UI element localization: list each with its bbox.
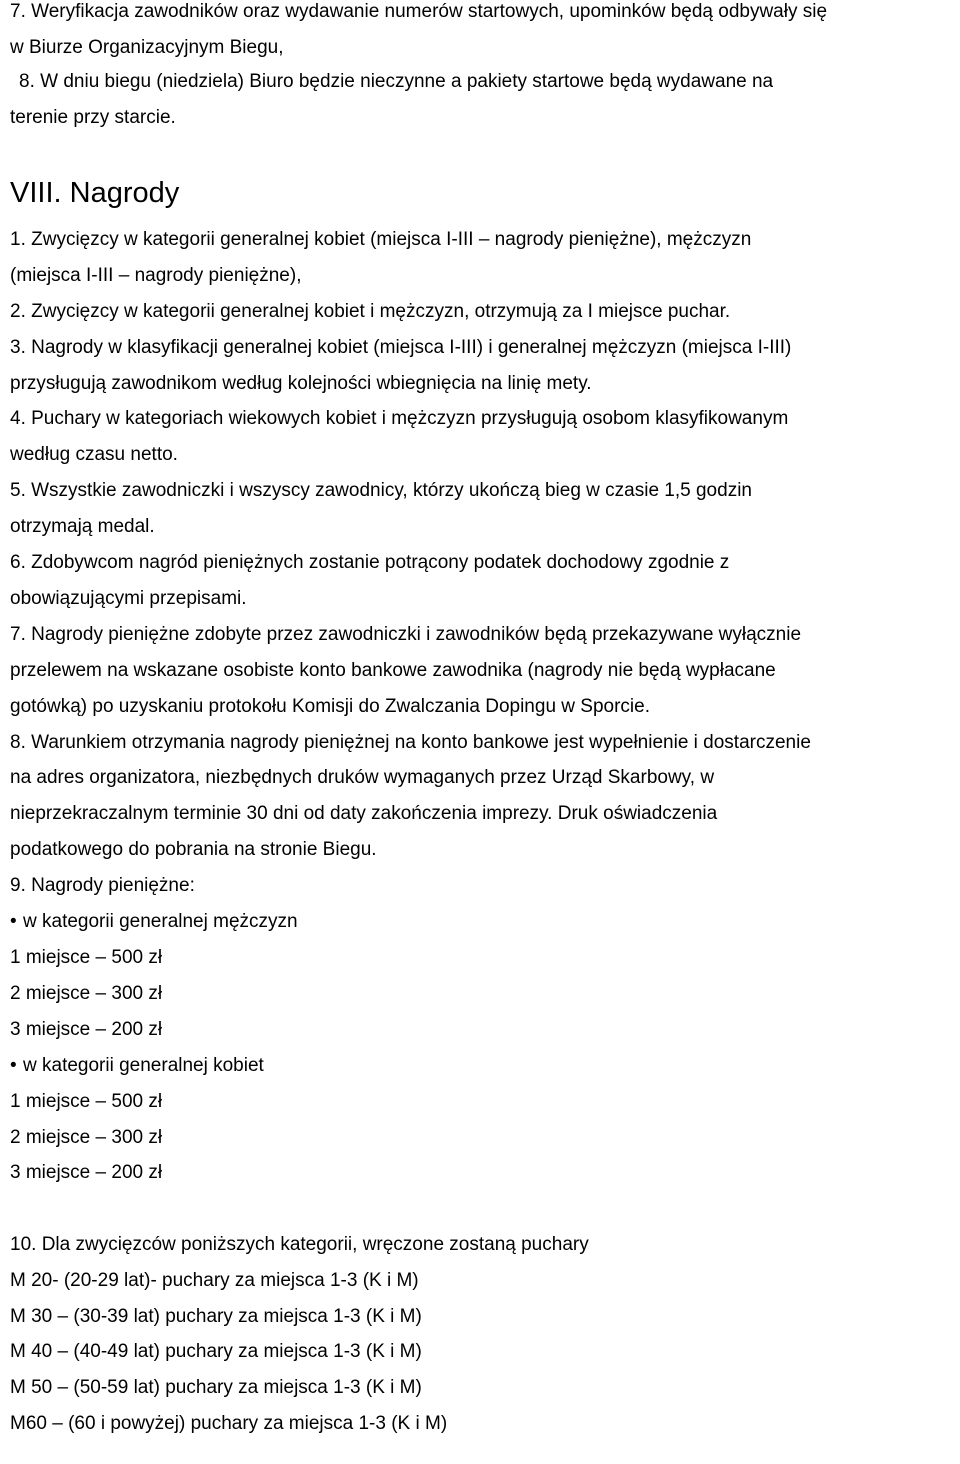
cups-line: M60 – (60 i powyżej) puchary za miejsca 1-3 (K i M)	[10, 1413, 448, 1434]
body-line: 3. Nagrody w klasyfikacji generalnej kobiet (miejsca I-III) i generalnej mężczyzn (miejsca I-III)	[10, 337, 792, 358]
intro-line: 7. Weryfikacja zawodników oraz wydawanie numerów startowych, upominków będą odbywały się	[10, 1, 828, 22]
prize-place: 1 miejsce – 500 zł	[10, 1091, 163, 1112]
section-heading: VIII. Nagrody	[10, 177, 180, 209]
body-line: przelewem na wskazane osobiste konto bankowe zawodnika (nagrody nie będą wypłacane	[10, 660, 776, 681]
body-line: 9. Nagrody pieniężne:	[10, 875, 195, 896]
body-line: obowiązującymi przepisami.	[10, 588, 247, 609]
body-line: 7. Nagrody pieniężne zdobyte przez zawodniczki i zawodników będą przekazywane wyłącznie	[10, 624, 802, 645]
body-line: (miejsca I-III – nagrody pieniężne),	[10, 265, 302, 286]
body-line: gotówką) po uzyskaniu protokołu Komisji do Zwalczania Dopingu w Sporcie.	[10, 696, 650, 717]
prize-group-women-label	[10, 1055, 264, 1077]
prize-group-men-label	[10, 911, 298, 933]
intro-line: terenie przy starcie.	[10, 107, 176, 128]
body-line: 5. Wszystkie zawodniczki i wszyscy zawodnicy, którzy ukończą bieg w czasie 1,5 godzin	[10, 480, 752, 501]
body-line: nieprzekraczalnym terminie 30 dni od daty zakończenia imprezy. Druk oświadczenia	[10, 803, 718, 824]
bullet-icon: •	[10, 911, 17, 932]
prize-place: 3 miejsce – 200 zł	[10, 1162, 163, 1183]
cups-heading: 10. Dla zwycięzców poniższych kategorii, wręczone zostaną puchary	[10, 1234, 589, 1255]
body-line: podatkowego do pobrania na stronie Biegu.	[10, 839, 377, 860]
body-line: przysługują zawodnikom według kolejności wbiegnięcia na linię mety.	[10, 373, 592, 394]
body-line: 6. Zdobywcom nagród pieniężnych zostanie potrącony podatek dochodowy zgodnie z	[10, 552, 730, 573]
body-line: 1. Zwycięzcy w kategorii generalnej kobiet (miejsca I-III – nagrody pieniężne), mężczyzn	[10, 229, 752, 250]
cups-line: M 40 – (40-49 lat) puchary za miejsca 1-3 (K i M)	[10, 1341, 422, 1362]
cups-line: M 20- (20-29 lat)- puchary za miejsca 1-3 (K i M)	[10, 1270, 419, 1291]
body-line: otrzymają medal.	[10, 516, 155, 537]
body-line: 8. Warunkiem otrzymania nagrody pieniężnej na konto bankowe jest wypełnienie i dostarczenie	[10, 732, 811, 753]
prize-place: 2 miejsce – 300 zł	[10, 983, 163, 1004]
body-line: 4. Puchary w kategoriach wiekowych kobiet i mężczyzn przysługują osobom klasyfikowanym	[10, 408, 789, 429]
body-line: 2. Zwycięzcy w kategorii generalnej kobiet i mężczyzn, otrzymują za I miejsce puchar.	[10, 301, 731, 322]
prize-group-label: w kategorii generalnej kobiet	[23, 1055, 264, 1076]
body-line: na adres organizatora, niezbędnych druków wymaganych przez Urząd Skarbowy, w	[10, 767, 715, 788]
intro-line: w Biurze Organizacyjnym Biegu,	[10, 37, 284, 58]
prize-place: 3 miejsce – 200 zł	[10, 1019, 163, 1040]
intro-line: 8. W dniu biegu (niedziela) Biuro będzie nieczynne a pakiety startowe będą wydawane na	[19, 71, 774, 92]
bullet-icon: •	[10, 1055, 17, 1076]
cups-line: M 50 – (50-59 lat) puchary za miejsca 1-3 (K i M)	[10, 1377, 422, 1398]
prize-place: 2 miejsce – 300 zł	[10, 1127, 163, 1148]
body-line: według czasu netto.	[10, 444, 178, 465]
cups-line: M 30 – (30-39 lat) puchary za miejsca 1-3 (K i M)	[10, 1306, 422, 1327]
prize-place: 1 miejsce – 500 zł	[10, 947, 163, 968]
prize-group-label: w kategorii generalnej mężczyzn	[23, 911, 298, 932]
